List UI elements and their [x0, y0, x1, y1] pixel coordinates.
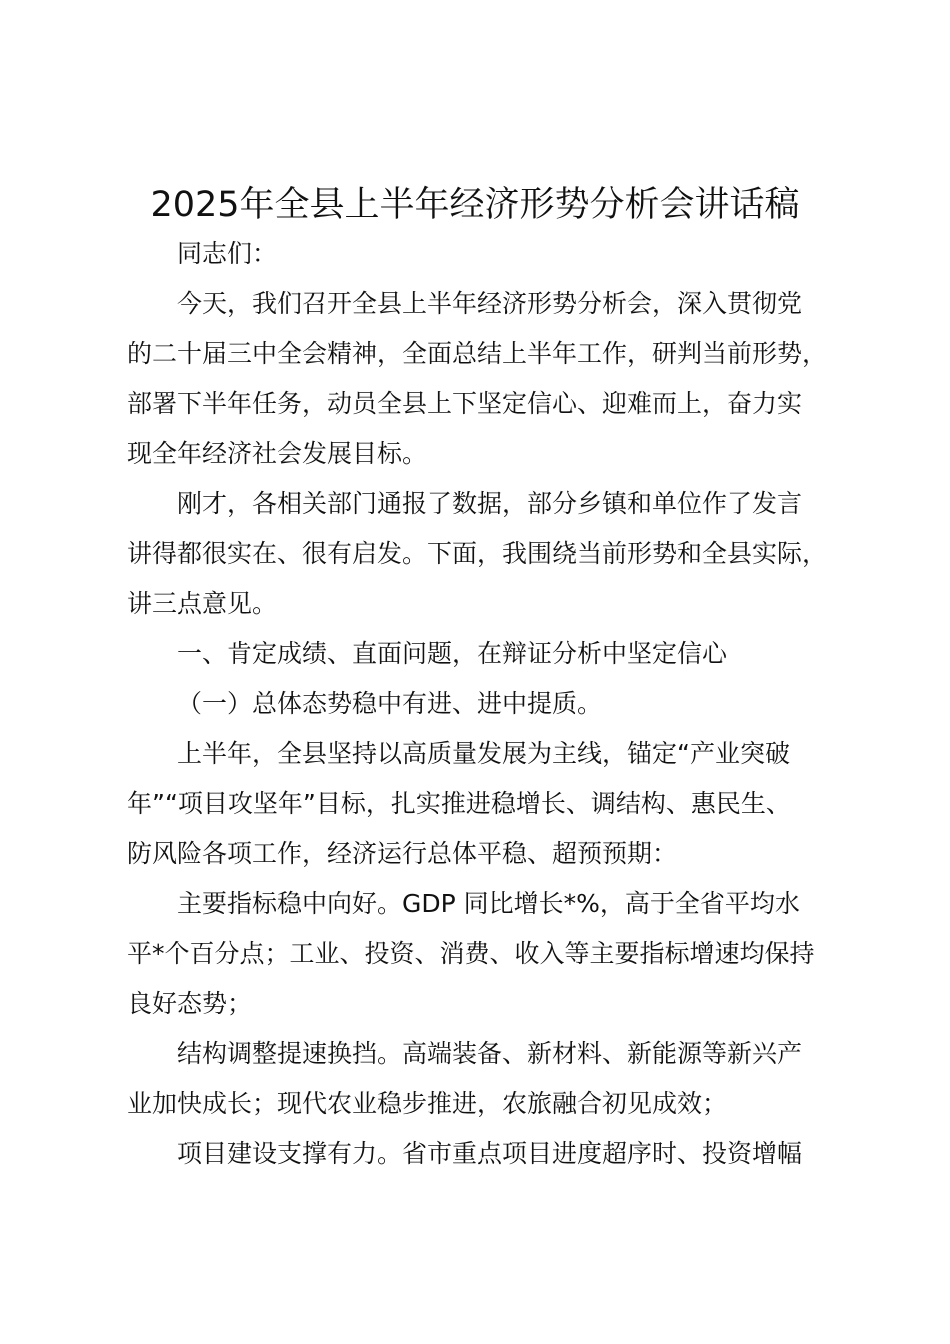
paragraph-line: 业加快成长；现代农业稳步推进，农旅融合初见成效；	[127, 1089, 728, 1118]
subsection-heading: （一）总体态势稳中有进、进中提质。	[177, 689, 603, 718]
paragraph-line: 年”“项目攻坚年”目标，扎实推进稳增长、调结构、惠民生、	[127, 789, 791, 818]
paragraph-line: 结构调整提速换挡。高端装备、新材料、新能源等新兴产	[177, 1039, 803, 1068]
paragraph-line: 项目建设支撑有力。省市重点项目进度超序时、投资增幅	[177, 1139, 803, 1168]
paragraph-line: 上半年，全县坚持以高质量发展为主线，锚定“产业突破	[177, 739, 790, 768]
paragraph-line: 防风险各项工作，经济运行总体平稳、超预预期：	[127, 839, 678, 868]
paragraph-line: 讲三点意见。	[127, 589, 278, 618]
paragraph-line: 部署下半年任务，动员全县上下坚定信心、迎难而上，奋力实	[127, 389, 803, 418]
paragraph-line: 的二十届三中全会精神，全面总结上半年工作，研判当前形势，	[127, 339, 828, 368]
salutation-line: 同志们：	[177, 239, 278, 268]
document-body	[127, 229, 867, 1179]
document-title: 2025年全县上半年经济形势分析会讲话稿	[150, 185, 800, 225]
paragraph-line: 现全年经济社会发展目标。	[127, 439, 428, 468]
paragraph-line: 良好态势；	[127, 989, 253, 1018]
section-heading: 一、肯定成绩、直面问题，在辩证分析中坚定信心	[177, 639, 728, 668]
paragraph-line: 平*个百分点；工业、投资、消费、收入等主要指标增速均保持	[127, 939, 815, 968]
paragraph-line: 讲得都很实在、很有启发。下面，我围绕当前形势和全县实际，	[127, 539, 828, 568]
paragraph-line: 主要指标稳中向好。GDP 同比增长*%，高于全省平均水	[177, 889, 800, 918]
paragraph-line: 今天，我们召开全县上半年经济形势分析会，深入贯彻党	[177, 289, 803, 318]
paragraph-line: 刚才，各相关部门通报了数据，部分乡镇和单位作了发言	[177, 489, 803, 518]
